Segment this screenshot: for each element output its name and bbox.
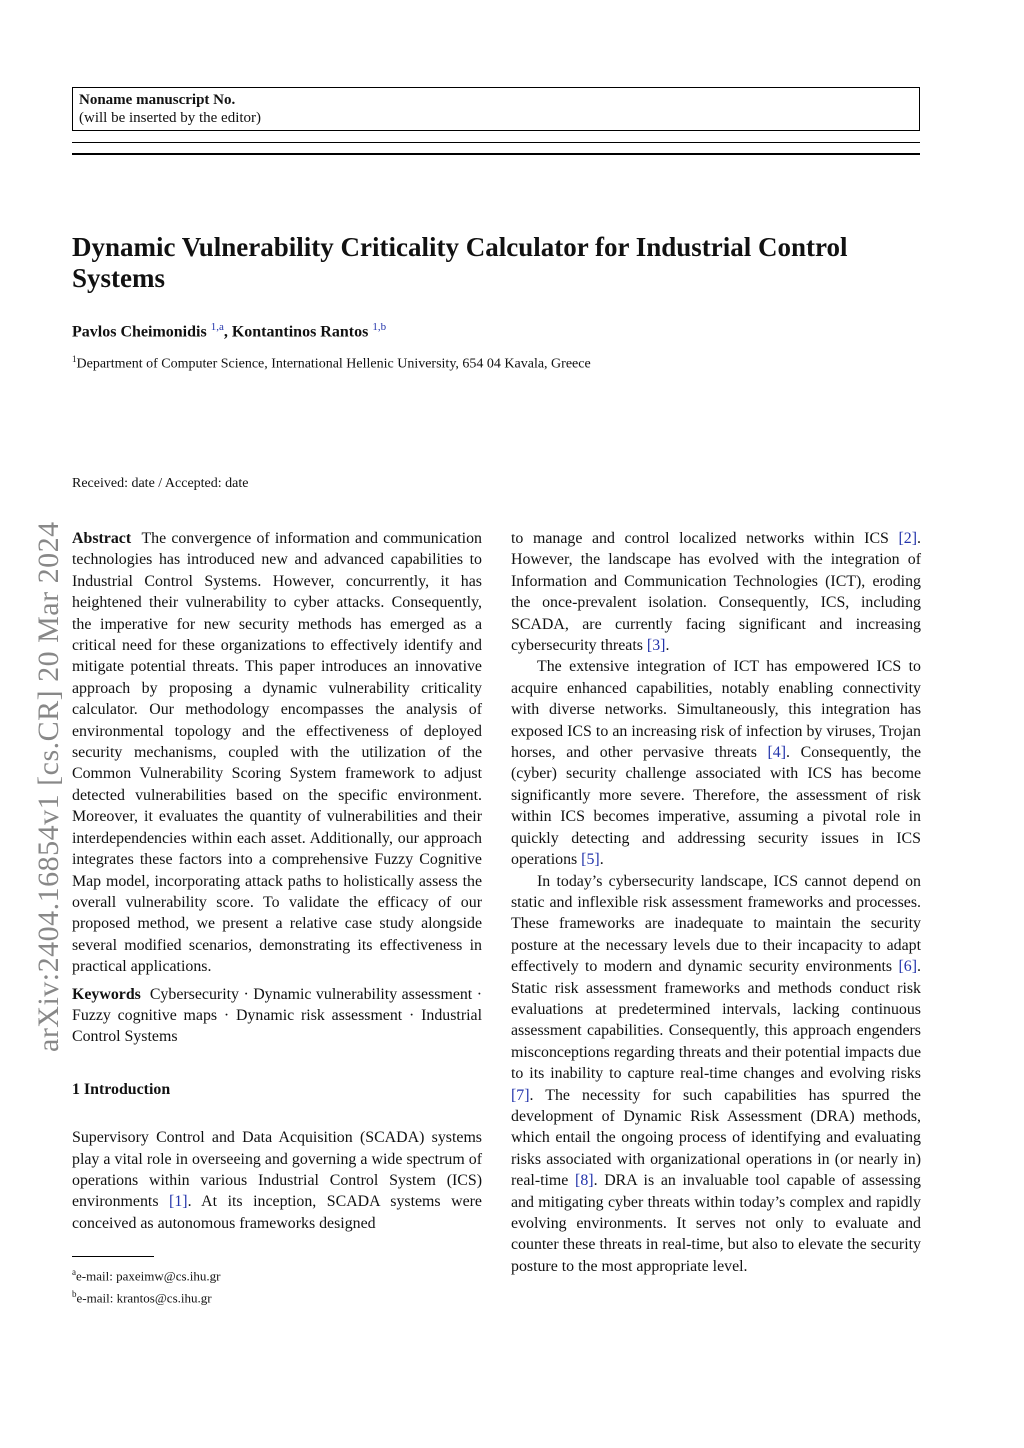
paragraph-text: In today’s cybersecurity landscape, ICS cannot depend on static and inflexible risk assessment frameworks and processes. These frameworks are inadequate to maintain the security posture at the necessary levels due to their incapacity to adapt effectively to modern and dynamic security environments bbox=[511, 872, 921, 976]
citation-link[interactable]: [7] bbox=[511, 1086, 530, 1104]
paragraph-text: . DRA is an invaluable tool capable of assessing and mitigating cyber threats within today’s complex and rapidly evolving environments. It serves not only to evaluate and counter these threats in real-time, but also to elevate the security posture to the most appropriate level. bbox=[511, 1172, 921, 1275]
citation-link[interactable]: [8] bbox=[575, 1172, 594, 1190]
paragraph bbox=[511, 871, 921, 1278]
right-column bbox=[511, 528, 921, 1277]
paragraph-text: . bbox=[599, 851, 604, 869]
header-rule-thick bbox=[72, 153, 920, 155]
paragraph-text: . Consequently, the (cyber) security challenge associated with ICS has become significantly more severe. Therefore, the assessment of risk within ICS becomes imperative, assuming a pivotal role in quickly detecting and addressing security issues in ICS operations bbox=[511, 744, 921, 869]
author-name: Pavlos Cheimonidis bbox=[72, 323, 207, 341]
citation-link[interactable]: [4] bbox=[767, 744, 787, 762]
paragraph-text: . bbox=[665, 637, 670, 655]
footnotes bbox=[72, 1263, 220, 1308]
paper-title: Dynamic Vulnerability Criticality Calculator for Industrial Control Systems bbox=[72, 232, 848, 293]
paragraph-text: . At its inception, SCADA systems were conceived as autonomous frameworks designed bbox=[72, 1193, 482, 1232]
author-affiliation-link[interactable]: 1,a bbox=[210, 321, 224, 333]
arxiv-identifier[interactable]: arXiv:2404.16854v1 [cs.CR] 20 Mar 2024 bbox=[32, 521, 65, 1052]
abstract-label: Abstract bbox=[72, 530, 132, 547]
paragraph-text: to manage and control localized networks within ICS bbox=[511, 530, 899, 547]
author-separator: , bbox=[223, 323, 232, 341]
footnote-rule bbox=[72, 1256, 154, 1257]
manuscript-number-label: Noname manuscript No. bbox=[79, 92, 236, 108]
affiliation-mark: 1 bbox=[72, 354, 77, 364]
paragraph bbox=[511, 528, 921, 656]
footnote bbox=[72, 1263, 220, 1285]
received-date: Received: date / Accepted: date bbox=[72, 476, 249, 491]
abstract bbox=[72, 528, 482, 978]
editor-note: (will be inserted by the editor) bbox=[79, 110, 262, 126]
citation-link[interactable]: [3] bbox=[646, 637, 666, 655]
paragraph bbox=[511, 656, 921, 870]
affiliation bbox=[72, 354, 591, 373]
editor-box bbox=[72, 87, 920, 131]
section-heading: 1 Introduction bbox=[72, 1080, 171, 1098]
keywords-text: Cybersecurity · Dynamic vulnerability assessment · Fuzzy cognitive maps · Dynamic risk assessment · Industrial Control Systems bbox=[72, 985, 482, 1046]
abstract-text: The convergence of information and communication technologies has introduced new and advanced capabilities to Industrial Control Systems. However, concurrently, it has heightened their vulnerability to cyber attacks. Consequently, the imperative for new security methods has emerged as a critical need for these organizations to effectively identify and mitigate potential threats. This paper introduces an innovative approach by proposing a dynamic vulnerability criticality calculator. Our methodology encompasses the analysis of environmental topology and the effectiveness of deployed security mechanisms, coupled with the utilization of the Common Vulnerability Scoring System framework to adjust detected vulnerabilities based on the specific environment. Moreover, it evaluates the quantity of vulnerabilities and their interdependencies within each asset. Additionally, our approach integrates these factors into a comprehensive Fuzzy Cognitive Map model, incorporating attack paths to holistically assess the overall vulnerability score. To validate the efficacy of our proposed method, we present a relative case study alongside several modified scenarios, demonstrating its effectiveness in practical applications. bbox=[72, 530, 482, 976]
author-name: Kontantinos Rantos bbox=[231, 323, 369, 341]
citation-link[interactable]: [6] bbox=[898, 958, 918, 976]
paragraph-text: Supervisory Control and Data Acquisition (SCADA) systems play a vital role in overseeing and governing a wide spectrum of operations within various Industrial Control System (ICS) environments bbox=[72, 1129, 482, 1211]
author-list bbox=[72, 321, 386, 341]
footnote-mark: a bbox=[72, 1267, 76, 1277]
paragraph-text: . The necessity for such capabilities has spurred the development of Dynamic Risk Assessment (DRA) methods, which entail the ongoing process of identifying and evaluating risks associated with organizational operations in (or nearly in) real-time bbox=[511, 1086, 921, 1190]
footnote-email[interactable]: e-mail: krantos@cs.ihu.gr bbox=[76, 1290, 212, 1306]
affiliation-text: Department of Computer Science, International Hellenic University, 654 04 Kavala, Greece bbox=[76, 356, 591, 372]
footnote-email[interactable]: e-mail: paxeimw@cs.ihu.gr bbox=[76, 1268, 221, 1284]
footnote-mark: b bbox=[72, 1289, 77, 1300]
header-rule-thin bbox=[72, 142, 920, 143]
paragraph bbox=[72, 1127, 482, 1234]
citation-link[interactable]: [2] bbox=[898, 530, 918, 547]
citation-link[interactable]: [5] bbox=[581, 851, 600, 869]
footnote bbox=[72, 1285, 220, 1307]
paragraph-text: . However, the landscape has evolved with the integration of Information and Communication Technologies (ICT), eroding the once-prevalent isolation. Consequently, ICS, including SCADA, are currently facing significant and increasing cybersecurity threats bbox=[511, 530, 921, 655]
paragraph-text: The extensive integration of ICT has empowered ICS to acquire enhanced capabilities, notably enabling connectivity with diverse networks. Simultaneously, this integration has exposed ICS to an increasing risk of infection by viruses, Trojan horses, and other pervasive threats bbox=[511, 658, 921, 762]
keywords bbox=[72, 984, 482, 1048]
keywords-label: Keywords bbox=[72, 985, 141, 1003]
citation-link[interactable]: [1] bbox=[169, 1193, 188, 1211]
paragraph-text: . Static risk assessment frameworks and methods conduct risk evaluations at predetermined intervals, lacking continuous assessment capabilities. Consequently, this approach engenders misconceptions regarding threats and their potential impacts due to its inability to capture real-time changes and evolving risks bbox=[511, 958, 921, 1083]
left-column bbox=[72, 528, 482, 1234]
author-affiliation-link[interactable]: 1,b bbox=[372, 321, 387, 333]
